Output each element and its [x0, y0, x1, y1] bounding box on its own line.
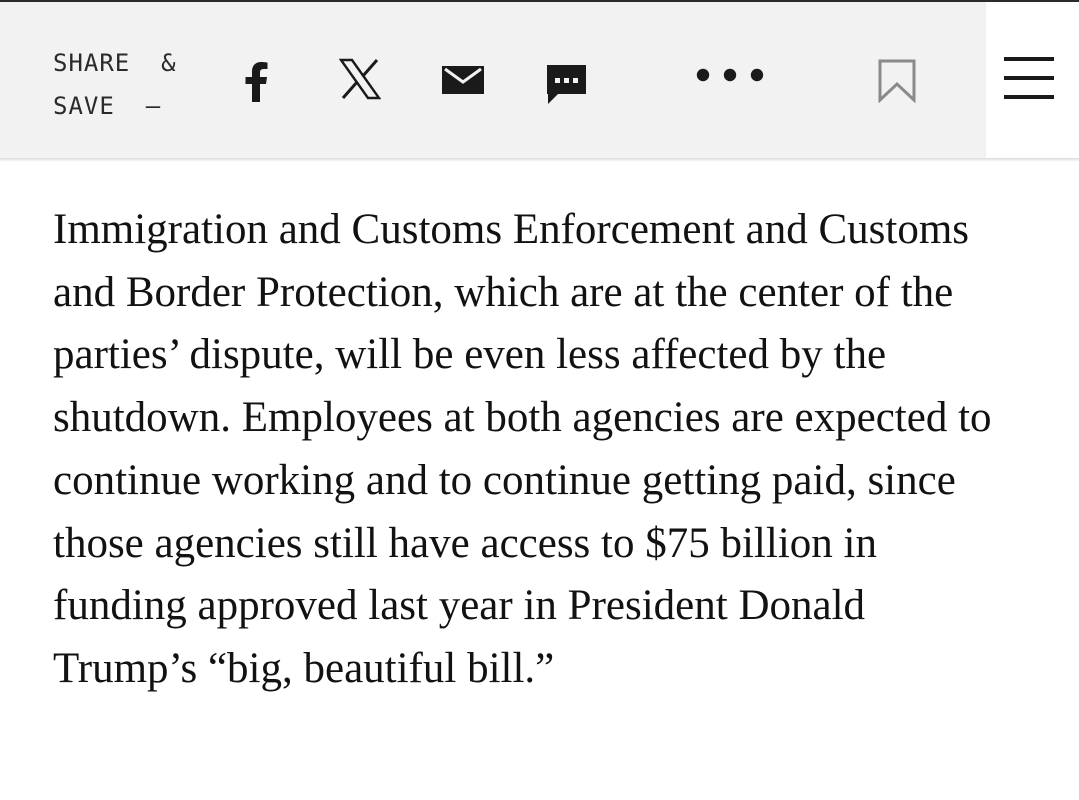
- x-icon[interactable]: [339, 58, 381, 100]
- article-paragraph: Immigration and Customs Enforcement and Customs and Border Protection, which are at the center of the parties’ dispute, will be even less affected by the shutdown. Employees at both agencies are expected to continue working and to continue getting paid, since those agencies still have access to $75 billion in funding approved last year in President Donald Trump’s “big, beautiful bill.”: [53, 206, 992, 692]
- share-label-line2: SAVE —: [53, 92, 162, 120]
- facebook-icon[interactable]: [243, 60, 269, 102]
- email-icon[interactable]: [442, 66, 484, 94]
- share-toolbar: [0, 2, 986, 158]
- sms-icon[interactable]: [545, 63, 588, 105]
- share-save-label: [53, 42, 177, 128]
- bookmark-icon[interactable]: [878, 59, 916, 103]
- share-label-line1: SHARE &: [53, 49, 177, 77]
- menu-area: [986, 2, 1079, 158]
- more-options-icon[interactable]: [696, 68, 764, 82]
- toolbar-shadow: [0, 158, 1079, 162]
- hamburger-menu-icon[interactable]: [1004, 57, 1054, 101]
